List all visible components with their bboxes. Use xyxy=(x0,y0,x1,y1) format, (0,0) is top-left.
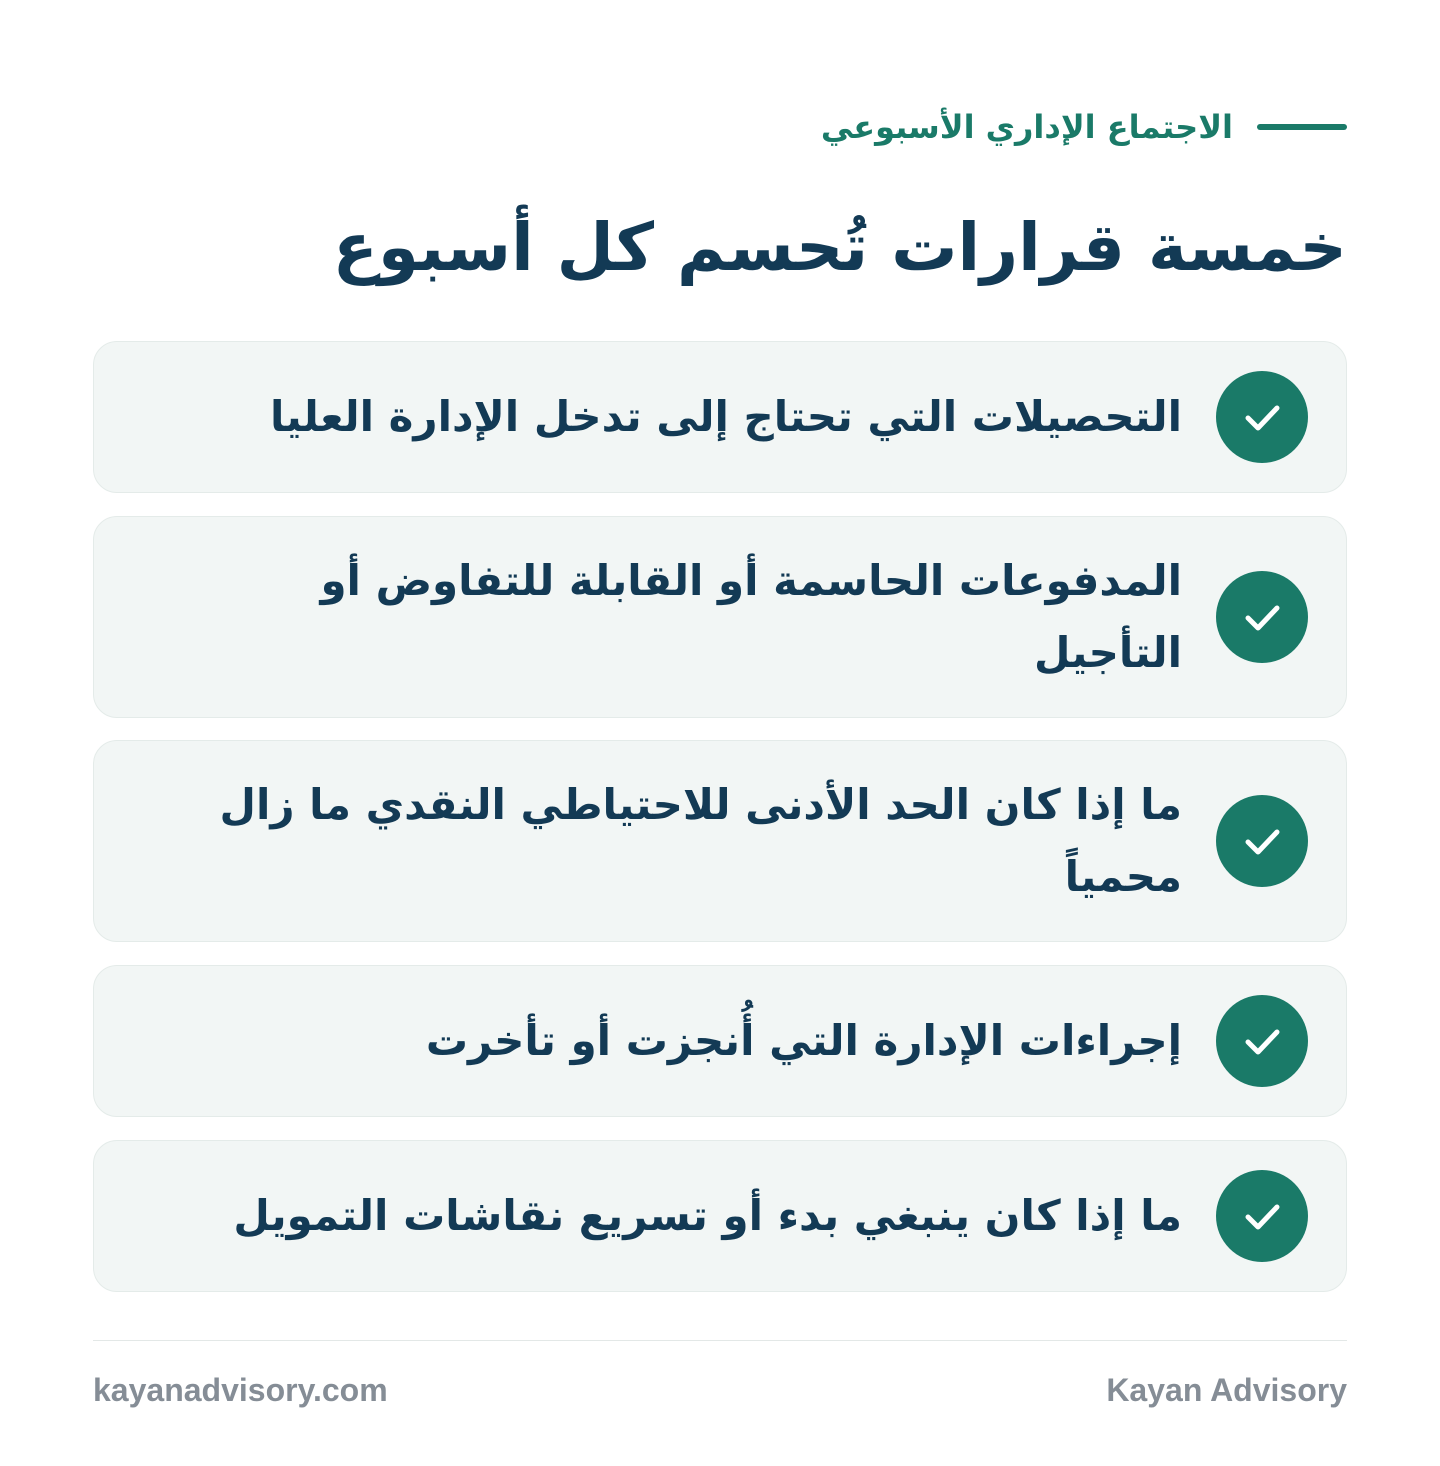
decision-text: ما إذا كان ينبغي بدء أو تسريع نقاشات التمويل xyxy=(233,1191,1182,1240)
decision-card-4 xyxy=(93,965,1347,1117)
page xyxy=(93,0,1347,1466)
kicker-text: الاجتماع الإداري الأسبوعي xyxy=(820,108,1233,146)
page-title: خمسة قرارات تُحسم كل أسبوع xyxy=(332,209,1347,286)
decision-text: التحصيلات التي تحتاج إلى تدخل الإدارة العليا xyxy=(270,392,1182,441)
website-link[interactable]: kayanadvisory.com xyxy=(93,1372,388,1408)
decision-card-5 xyxy=(93,1140,1347,1292)
decision-card-1 xyxy=(93,341,1347,493)
decision-text: إجراءات الإدارة التي أُنجزت أو تأخرت xyxy=(425,1016,1182,1065)
footer-divider xyxy=(93,1340,1347,1341)
kicker xyxy=(821,102,1347,152)
decision-card-3 xyxy=(93,740,1347,942)
decision-text: المدفوعات الحاسمة أو القابلة للتفاوض أو التأجيل xyxy=(320,556,1182,677)
decision-text: ما إذا كان الحد الأدنى للاحتياطي النقدي ما زال محمياً xyxy=(219,780,1182,901)
brand-name: Kayan Advisory xyxy=(1106,1372,1347,1408)
check-icon xyxy=(1216,371,1308,463)
check-icon xyxy=(1216,795,1308,887)
check-icon xyxy=(1216,1170,1308,1262)
check-icon xyxy=(1216,995,1308,1087)
decision-card-2 xyxy=(93,516,1347,718)
kicker-line xyxy=(1257,124,1347,130)
check-icon xyxy=(1216,571,1308,663)
